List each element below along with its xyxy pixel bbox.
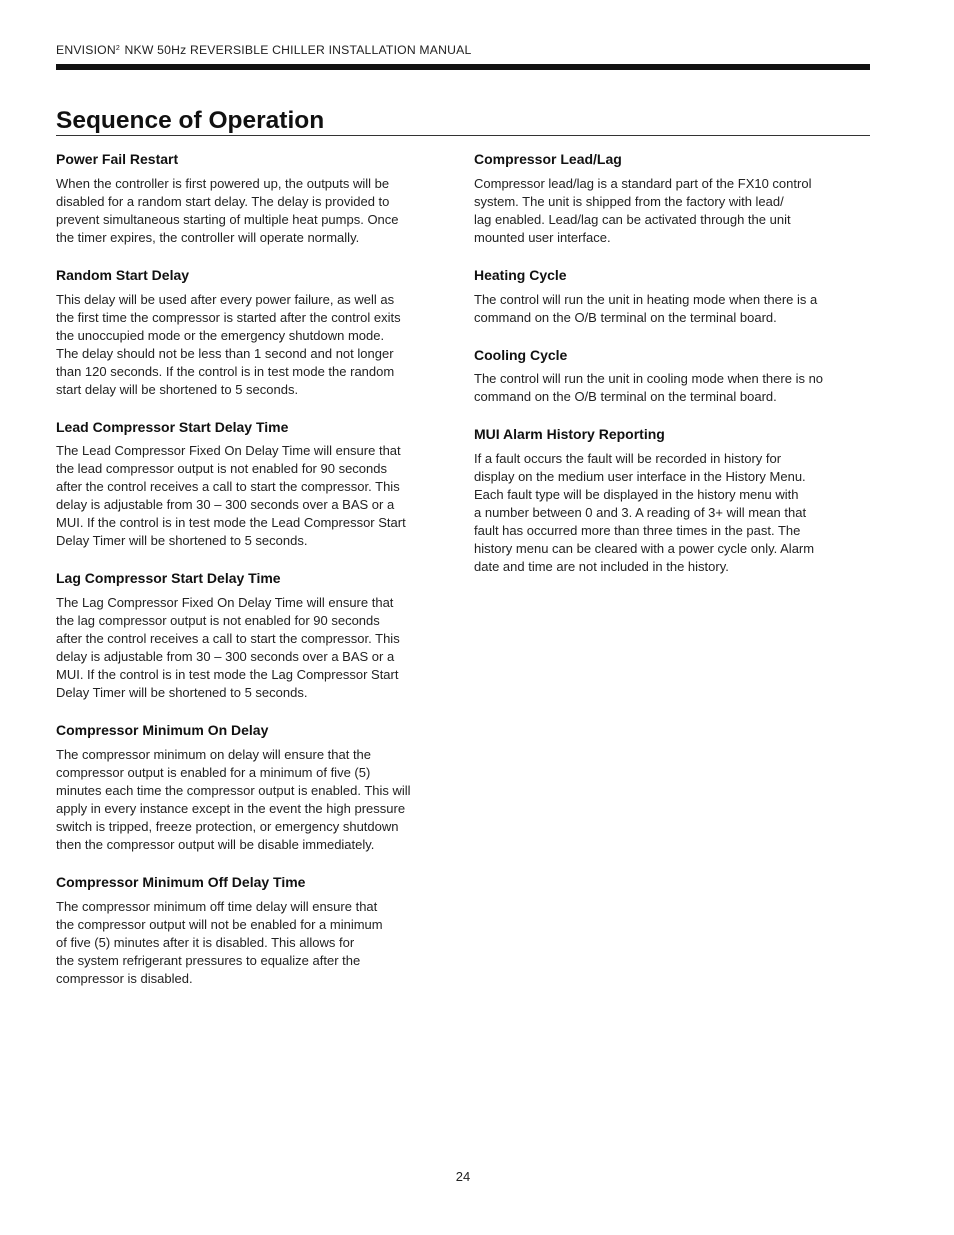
section-body: This delay will be used after every power failure, as well as the first time the compressor is started after the control exits the unoccupied mode or the emergency shutdown mode. The delay should not be less than 1 second and not longer than 120 seconds. If the control is in test mode the random start delay will be shortened to 5 seconds. <box>56 291 401 397</box>
section-body: The control will run the unit in cooling mode when there is no command on the O/B terminal on the terminal board. <box>474 371 824 405</box>
header-rule <box>56 64 870 70</box>
right-column <box>474 151 870 596</box>
section-heading: Lag Compressor Start Delay Time <box>56 570 281 587</box>
section-lead-compressor-start-delay <box>56 419 454 551</box>
section-body: The Lag Compressor Fixed On Delay Time will ensure that the lag compressor output is not enabled for 90 seconds after the control receives a call to start the compressor. This delay is adjustable from 30 – 300 seconds over a BAS or a MUI. If the control is in test mode the Lag Compressor Start Delay Timer will be shortened to 5 seconds. <box>56 595 400 701</box>
section-heading: Power Fail Restart <box>56 151 179 167</box>
running-header <box>56 43 471 57</box>
section-heading: Random Start Delay <box>56 266 190 283</box>
section-power-fail-restart <box>56 151 454 247</box>
section-heading: Heating Cycle <box>474 266 567 283</box>
header-manual-title: NKW 50Hz REVERSIBLE CHILLER INSTALLATION MANUAL <box>120 43 472 57</box>
section-heading: Lead Compressor Start Delay Time <box>56 418 289 435</box>
section-body: The control will run the unit in heating mode when there is a command on the O/B terminal on the terminal board. <box>474 291 818 325</box>
section-cooling-cycle <box>474 347 870 407</box>
section-body: If a fault occurs the fault will be recorded in history for display on the medium user interface in the History Menu. Each fault type will be displayed in the history menu with a number between 0 and 3. A reading of 3+ will mean that fault has occurred more than three times in the past. The history menu can be cleared with a power cycle only. Alarm date and time are not included in the history. <box>474 451 815 575</box>
page-title: Sequence of Operation <box>56 107 325 134</box>
section-body: The compressor minimum off time delay will ensure that the compressor output will not be enabled for a minimum of five (5) minutes after it is disabled. This allows for the system refrigerant pressures to equalize after the compressor is disabled. <box>56 898 383 986</box>
section-body: When the controller is first powered up, the outputs will be disabled for a random start delay. The delay is provided to prevent simultaneous starting of multiple heat pumps. Once the timer expires, the controller will operate normally. <box>56 175 399 245</box>
section-heading: Compressor Minimum On Delay <box>56 722 269 739</box>
section-compressor-minimum-on-delay <box>56 722 454 854</box>
section-body: Compressor lead/lag is a standard part of the FX10 control system. The unit is shipped from the factory with lead/ lag enabled. Lead/lag can be activated through the unit mounted user interface. <box>474 175 812 245</box>
left-column <box>56 151 454 1008</box>
section-heading: Compressor Minimum Off Delay Time <box>56 873 306 890</box>
section-body: The compressor minimum on delay will ensure that the compressor output is enabled for a minimum of five (5) minutes each time the compressor output is enabled. This will apply in every instance except in the event the high pressure switch is tripped, freeze protection, or emergency shutdown then the compressor output will be disable immediately. <box>56 746 411 852</box>
section-mui-alarm-history <box>474 426 870 576</box>
page-number: 24 <box>455 1169 471 1184</box>
section-heading: MUI Alarm History Reporting <box>474 426 665 443</box>
title-divider <box>56 135 870 136</box>
section-body: The Lead Compressor Fixed On Delay Time will ensure that the lead compressor output is not enabled for 90 seconds after the control receives a call to start the compressor. This delay is adjustable from 30 – 300 seconds over a BAS or a MUI. If the control is in test mode the Lead Compressor Start Delay Timer will be shortened to 5 seconds. <box>56 443 406 549</box>
section-heading: Cooling Cycle <box>474 346 568 363</box>
header-brand: ENVISION <box>56 43 116 57</box>
section-heating-cycle <box>474 267 870 327</box>
header-brand-superscript: 2 <box>115 45 120 52</box>
section-compressor-lead-lag <box>474 151 870 247</box>
section-random-start-delay <box>56 267 454 399</box>
section-compressor-minimum-off-delay <box>56 874 454 988</box>
section-heading: Compressor Lead/Lag <box>474 151 622 167</box>
section-lag-compressor-start-delay <box>56 570 454 702</box>
